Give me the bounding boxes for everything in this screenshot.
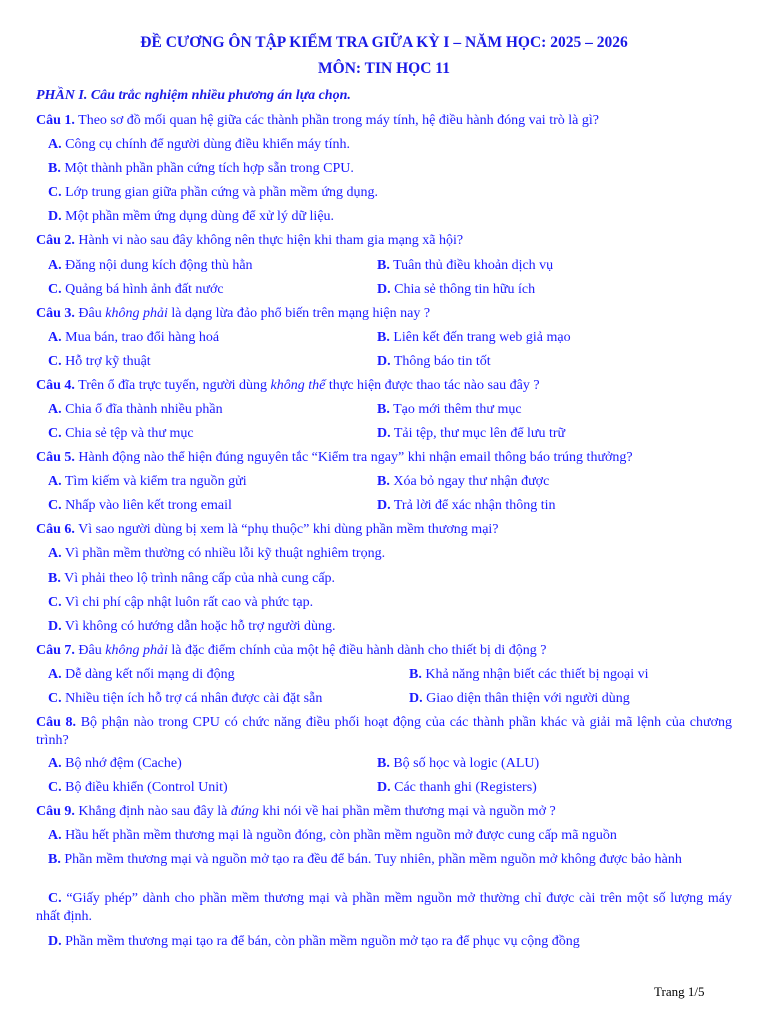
option-text: Các thanh ghi (Registers) bbox=[390, 780, 537, 795]
question-4 bbox=[36, 377, 736, 395]
option-text: Trả lời để xác nhận thông tin bbox=[390, 498, 556, 513]
q6-option-c bbox=[48, 594, 313, 612]
question-8 bbox=[36, 714, 732, 750]
q2-option-c bbox=[48, 281, 224, 299]
option-text: Công cụ chính để người dùng điều khiển máy tính. bbox=[61, 137, 350, 152]
option-text: Hầu hết phần mềm thương mại là nguồn đóng, còn phần mềm nguồn mở được cung cấp mã nguồn bbox=[61, 828, 617, 843]
question-9 bbox=[36, 803, 736, 821]
question-emphasis: đúng bbox=[230, 804, 259, 819]
question-text: Bộ phận nào trong CPU có chức năng điều phối hoạt động của các thành phần khác và giải mã lệnh của chương trình? bbox=[36, 715, 733, 748]
question-label: Câu 6. bbox=[36, 522, 75, 537]
option-letter: C. bbox=[48, 691, 62, 706]
question-label: Câu 5. bbox=[36, 450, 75, 465]
option-letter: B. bbox=[377, 330, 390, 345]
option-letter: D. bbox=[377, 780, 391, 795]
question-1 bbox=[36, 112, 736, 130]
option-letter: A. bbox=[48, 756, 62, 771]
question-label: Câu 9. bbox=[36, 804, 75, 819]
q5-option-d bbox=[377, 497, 556, 515]
option-letter: B. bbox=[48, 852, 61, 867]
subject-title: MÔN: TIN HỌC 11 bbox=[318, 60, 450, 77]
option-letter: A. bbox=[48, 330, 62, 345]
question-label: Câu 7. bbox=[36, 643, 75, 658]
option-text: Nhiều tiện ích hỗ trợ cá nhân được cài đặt sẵn bbox=[61, 691, 323, 706]
option-text: Một phần mềm ứng dụng dùng để xử lý dữ liệu. bbox=[61, 209, 335, 224]
q6-option-d bbox=[48, 618, 336, 636]
q4-option-a bbox=[48, 401, 223, 419]
option-letter: A. bbox=[48, 828, 62, 843]
q1-option-b bbox=[48, 160, 354, 178]
q2-option-b bbox=[377, 257, 553, 275]
question-text: Trên ổ đĩa trực tuyến, người dùng bbox=[74, 378, 271, 393]
option-text: Tải tệp, thư mục lên để lưu trữ bbox=[390, 426, 566, 441]
q8-option-b bbox=[377, 755, 539, 773]
option-letter: D. bbox=[48, 934, 62, 949]
q2-option-d bbox=[377, 281, 535, 299]
option-letter: C. bbox=[48, 282, 62, 297]
option-text: “Giấy phép” dành cho phần mềm thương mại và phần mềm nguồn mở thường chỉ được cài trên một số lượng máy nhất định. bbox=[36, 891, 732, 924]
q6-option-b bbox=[48, 570, 335, 588]
question-text-end: thực hiện được thao tác nào sau đây ? bbox=[325, 378, 540, 393]
question-6 bbox=[36, 521, 736, 539]
question-label: Câu 1. bbox=[36, 113, 75, 128]
option-text: Quảng bá hình ảnh đất nước bbox=[61, 282, 224, 297]
question-text-end: là đặc điểm chính của một hệ điều hành dành cho thiết bị di động ? bbox=[167, 643, 547, 658]
question-text: Khẳng định nào sau đây là bbox=[74, 804, 231, 819]
question-label: Câu 2. bbox=[36, 233, 75, 248]
option-text: Chia sẻ thông tin hữu ích bbox=[390, 282, 536, 297]
option-letter: C. bbox=[48, 354, 62, 369]
q8-option-a bbox=[48, 755, 182, 773]
option-letter: C. bbox=[48, 891, 62, 906]
question-text-end: là dạng lừa đảo phổ biến trên mạng hiện nay ? bbox=[167, 306, 431, 321]
option-text: Phần mềm thương mại và nguồn mở tạo ra đều để bán. Tuy nhiên, phần mềm nguồn mở không được bảo hành bbox=[60, 852, 682, 867]
option-letter: D. bbox=[377, 282, 391, 297]
question-2 bbox=[36, 232, 736, 250]
option-text: Tạo mới thêm thư mục bbox=[389, 402, 522, 417]
option-letter: B. bbox=[377, 258, 390, 273]
option-text: Vì phần mềm thường có nhiều lỗi kỹ thuật nghiêm trọng. bbox=[61, 546, 386, 561]
option-letter: B. bbox=[48, 571, 61, 586]
option-text: Bộ điều khiển (Control Unit) bbox=[61, 780, 228, 795]
option-letter: D. bbox=[377, 354, 391, 369]
option-letter: A. bbox=[48, 474, 62, 489]
q8-option-c bbox=[48, 779, 228, 797]
option-text: Vì phải theo lộ trình nâng cấp của nhà cung cấp. bbox=[60, 571, 336, 586]
q5-option-b bbox=[377, 473, 549, 491]
option-text: Liên kết đến trang web giả mạo bbox=[389, 330, 571, 345]
q7-option-c bbox=[48, 690, 322, 708]
option-letter: D. bbox=[409, 691, 423, 706]
q1-option-c bbox=[48, 184, 378, 202]
option-text: Khả năng nhận biết các thiết bị ngoại vi bbox=[421, 667, 649, 682]
q3-option-d bbox=[377, 353, 491, 371]
option-text: Bộ nhớ đệm (Cache) bbox=[61, 756, 182, 771]
question-5 bbox=[36, 449, 736, 467]
q4-option-d bbox=[377, 425, 565, 443]
q3-option-a bbox=[48, 329, 219, 347]
option-text: Mua bán, trao đổi hàng hoá bbox=[61, 330, 220, 345]
q9-option-c bbox=[36, 890, 732, 926]
option-text: Đăng nội dung kích động thù hằn bbox=[61, 258, 253, 273]
q7-option-a bbox=[48, 666, 235, 684]
q9-option-b bbox=[36, 851, 732, 869]
option-letter: C. bbox=[48, 426, 62, 441]
q7-option-d bbox=[409, 690, 630, 708]
question-text: Hành động nào thể hiện đúng nguyên tắc “Kiểm tra ngay” khi nhận email thông báo trúng thưởng? bbox=[74, 450, 633, 465]
option-letter: B. bbox=[377, 402, 390, 417]
q5-option-a bbox=[48, 473, 247, 491]
option-text: Hỗ trợ kỹ thuật bbox=[61, 354, 151, 369]
option-letter: A. bbox=[48, 546, 62, 561]
option-text: Dễ dàng kết nối mạng di động bbox=[61, 667, 235, 682]
q6-option-a bbox=[48, 545, 385, 563]
option-letter: A. bbox=[48, 137, 62, 152]
option-text: Xóa bỏ ngay thư nhận được bbox=[389, 474, 550, 489]
q3-option-b bbox=[377, 329, 571, 347]
q4-option-c bbox=[48, 425, 194, 443]
q1-option-d bbox=[48, 208, 334, 226]
page-number: Trang 1/5 bbox=[654, 984, 705, 999]
document-title: ĐỀ CƯƠNG ÔN TẬP KIỂM TRA GIỮA KỲ I – NĂM HỌC: 2025 – 2026 bbox=[140, 34, 628, 51]
q3-option-c bbox=[48, 353, 151, 371]
option-letter: D. bbox=[48, 209, 62, 224]
question-3 bbox=[36, 305, 736, 323]
option-text: Tuân thủ điều khoản dịch vụ bbox=[389, 258, 554, 273]
question-text: Đâu bbox=[74, 306, 106, 321]
q7-option-b bbox=[409, 666, 649, 684]
q2-option-a bbox=[48, 257, 253, 275]
question-text-end: khi nói về hai phần mềm thương mại và nguồn mở ? bbox=[258, 804, 556, 819]
option-text: Chia ổ đĩa thành nhiều phần bbox=[61, 402, 223, 417]
option-letter: A. bbox=[48, 667, 62, 682]
question-emphasis: không phải bbox=[105, 643, 168, 658]
question-label: Câu 8. bbox=[36, 715, 77, 730]
option-letter: A. bbox=[48, 402, 62, 417]
option-text: Một thành phần phần cứng tích hợp sẵn trong CPU. bbox=[60, 161, 354, 176]
question-text: Vì sao người dùng bị xem là “phụ thuộc” khi dùng phần mềm thương mại? bbox=[74, 522, 499, 537]
question-7 bbox=[36, 642, 736, 660]
q9-option-a bbox=[48, 827, 617, 845]
option-text: Tìm kiếm và kiểm tra nguồn gửi bbox=[61, 474, 247, 489]
option-letter: A. bbox=[48, 258, 62, 273]
option-text: Bộ số học và logic (ALU) bbox=[389, 756, 540, 771]
option-letter: C. bbox=[48, 595, 62, 610]
option-text: Phần mềm thương mại tạo ra để bán, còn phần mềm nguồn mở tạo ra để phục vụ cộng đồng bbox=[61, 934, 580, 949]
q8-option-d bbox=[377, 779, 537, 797]
q5-option-c bbox=[48, 497, 232, 515]
option-letter: B. bbox=[377, 756, 390, 771]
question-label: Câu 3. bbox=[36, 306, 75, 321]
option-letter: D. bbox=[377, 426, 391, 441]
q9-option-d bbox=[48, 933, 580, 951]
option-text: Vì không có hướng dẫn hoặc hỗ trợ người dùng. bbox=[61, 619, 336, 634]
option-text: Giao diện thân thiện với người dùng bbox=[422, 691, 630, 706]
q1-option-a bbox=[48, 136, 350, 154]
question-emphasis: không phải bbox=[105, 306, 168, 321]
option-letter: B. bbox=[409, 667, 422, 682]
option-letter: C. bbox=[48, 185, 62, 200]
option-text: Thông báo tin tốt bbox=[390, 354, 491, 369]
option-text: Nhấp vào liên kết trong email bbox=[61, 498, 232, 513]
section-heading: PHẦN I. Câu trắc nghiệm nhiều phương án lựa chọn. bbox=[36, 88, 351, 103]
option-letter: B. bbox=[377, 474, 390, 489]
option-letter: C. bbox=[48, 498, 62, 513]
question-text: Đâu bbox=[74, 643, 106, 658]
option-letter: C. bbox=[48, 780, 62, 795]
option-letter: B. bbox=[48, 161, 61, 176]
question-text: Hành vi nào sau đây không nên thực hiện khi tham gia mạng xã hội? bbox=[74, 233, 464, 248]
option-text: Chia sẻ tệp và thư mục bbox=[61, 426, 194, 441]
q4-option-b bbox=[377, 401, 522, 419]
option-letter: D. bbox=[48, 619, 62, 634]
question-emphasis: không thể bbox=[270, 378, 326, 393]
option-text: Lớp trung gian giữa phần cứng và phần mềm ứng dụng. bbox=[61, 185, 378, 200]
question-text: Theo sơ đồ mối quan hệ giữa các thành phần trong máy tính, hệ điều hành đóng vai trò là gì? bbox=[74, 113, 599, 128]
option-text: Vì chi phí cập nhật luôn rất cao và phức tạp. bbox=[61, 595, 314, 610]
question-label: Câu 4. bbox=[36, 378, 75, 393]
option-letter: D. bbox=[377, 498, 391, 513]
